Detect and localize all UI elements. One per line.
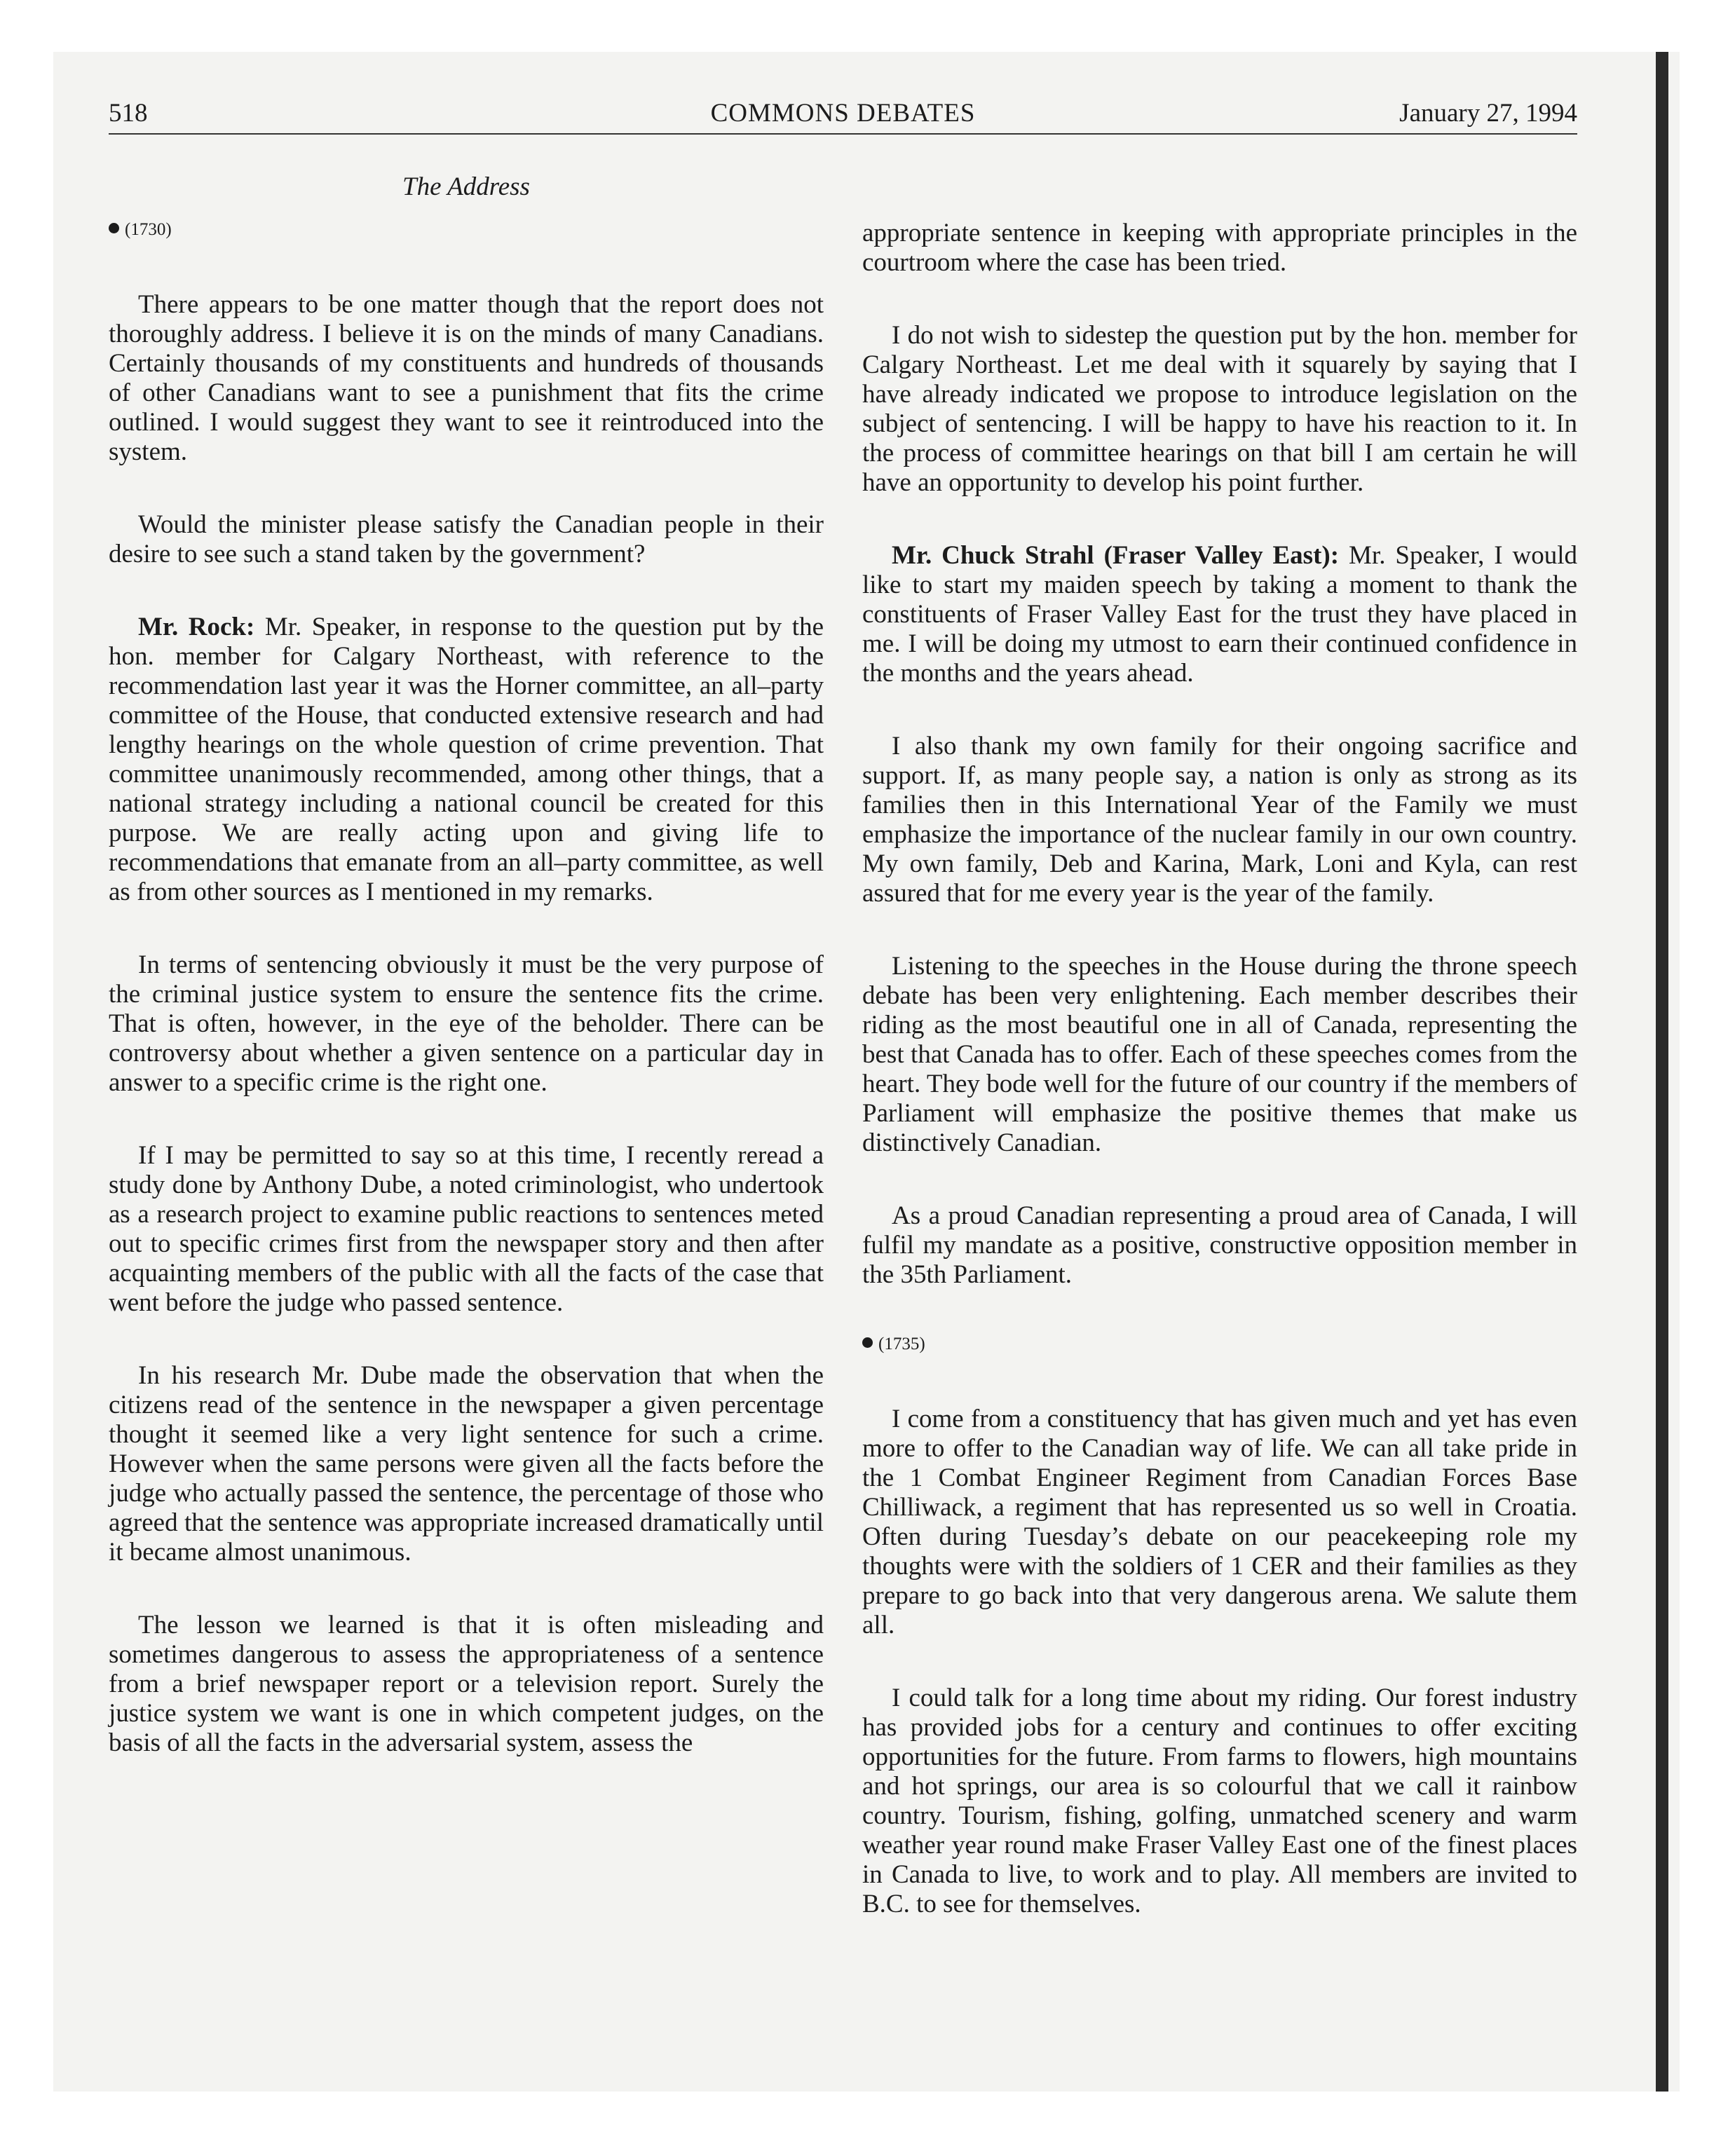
- right-column: [862, 219, 1577, 1963]
- timestamp-marker: [109, 219, 824, 241]
- paragraph: I also thank my own family for their ongoing sacrifice and support. If, as many people say, a nation is only as strong as its families then in this International Year of the Family we must emphasize the importance of the nuclear family in our own country. My own family, Deb and Karina, Mark, Loni and Kyla, can rest assured that for me every year is the year of the family.: [862, 732, 1577, 908]
- section-title: The Address: [402, 172, 530, 201]
- bullet-icon: [862, 1337, 873, 1348]
- paragraph: The lesson we learned is that it is often misleading and sometimes dangerous to assess the appropriateness of a sentence from a brief newspaper report or a television report. Surely the justice system we want is one in which competent judges, on the basis of all the facts in the adversarial system, assess the: [109, 1611, 824, 1757]
- paragraph: I come from a constituency that has given much and yet has even more to offer to the Canadian way of life. We can all take pride in the 1 Combat Engineer Regiment from Canadian Forces Base Chilliwack, a regiment that has represented us so well in Croatia. Often during Tuesday’s debate on our peacekeeping role my thoughts were with the soldiers of 1 CER and their families as they prepare to go back into that very dangerous arena. We salute them all.: [862, 1405, 1577, 1639]
- paragraph: In his research Mr. Dube made the observation that when the citizens read of the sentence in the newspaper a given percentage thought it seemed like a very light sentence for such a crime. However when the same persons were given all the facts before the judge who actually passed the sentence, the percentage of those who agreed that the sentence was appropriate increased dramatically until it became almost unanimous.: [109, 1361, 824, 1567]
- bullet-icon: [109, 223, 119, 233]
- left-column: [109, 219, 824, 1801]
- paragraph: As a proud Canadian representing a proud area of Canada, I will fulfil my mandate as a positive, constructive opposition member in the 35th Parliament.: [862, 1201, 1577, 1289]
- paragraph: [862, 541, 1577, 688]
- paragraph: There appears to be one matter though that the report does not thoroughly address. I believe it is on the minds of many Canadians. Certainly thousands of my constituents and hundreds of thousands of other Canadians want to see a punishment that fits the crime outlined. I would suggest they want to see it reintroduced into the system.: [109, 290, 824, 466]
- paragraph: Would the minister please satisfy the Canadian people in their desire to see such a stand taken by the government?: [109, 510, 824, 568]
- timestamp: (1735): [878, 1335, 925, 1353]
- page-number: 518: [109, 99, 148, 128]
- paragraph: If I may be permitted to say so at this time, I recently reread a study done by Anthony Dube, a noted criminologist, who undertook as a research project to examine public reactions to sentences meted out to specific crimes first from the newspaper story and then after acquainting members of the public with all the facts of the case that went before the judge who passed sentence.: [109, 1141, 824, 1317]
- paragraph: I could talk for a long time about my riding. Our forest industry has provided jobs for a century and continues to offer exciting opportunities for the future. From farms to flowers, high mountains and hot springs, our area is so colourful that we call it rainbow country. Tourism, fishing, golfing, unmatched scenery and warm weather year round make Fraser Valley East one of the finest places in Canada to live, to work and to play. All members are invited to B.C. to see for themselves.: [862, 1684, 1577, 1918]
- paragraph-text: Mr. Speaker, in response to the question put by the hon. member for Calgary Northeast, with reference to the recommendation last year it was the Horner committee, an all–party committee of the House, that conducted extensive research and had lengthy hearings on the whole question of crime prevention. That committee unanimously recommended, among other things, that a national strategy including a national council be created for this purpose. We are really acting upon and giving life to recommendations that emanate from an all–party committee, as well as from other sources as I mentioned in my remarks.: [109, 613, 824, 906]
- speaker-name: Mr. Rock:: [138, 613, 255, 641]
- timestamp: (1730): [125, 220, 172, 239]
- paragraph: Listening to the speeches in the House during the throne speech debate has been very enlightening. Each member describes their riding as the most beautiful one in all of Canada, representing the best that Canada has to offer. Each of these speeches comes from the heart. They bode well for the future of our country if the members of Parliament will emphasize the positive themes that make us distinctively Canadian.: [862, 952, 1577, 1157]
- scan-edge-bar: [1656, 52, 1668, 2092]
- paragraph: [109, 613, 824, 907]
- paragraph: appropriate sentence in keeping with appropriate principles in the courtroom where the case has been tried.: [862, 219, 1577, 277]
- publication-title: COMMONS DEBATES: [710, 99, 976, 128]
- header-date: January 27, 1994: [1399, 99, 1577, 128]
- timestamp-marker: [862, 1333, 1577, 1356]
- speaker-name: Mr. Chuck Strahl (Fraser Valley East):: [892, 541, 1340, 570]
- paragraph: I do not wish to sidestep the question put by the hon. member for Calgary Northeast. Let me deal with it squarely by saying that I have already indicated we propose to introduce legislation on the subject of sentencing. I will be happy to have his reaction to it. In the process of committee hearings on that bill I am certain he will have an opportunity to develop his point further.: [862, 321, 1577, 497]
- paragraph-text: Mr. Speaker, I would like to start my maiden speech by taking a moment to thank the constituents of Fraser Valley East for the trust they have placed in me. I will be doing my utmost to earn their continued confidence in the months and the years ahead.: [862, 541, 1578, 688]
- running-header: [109, 94, 1577, 135]
- paragraph: In terms of sentencing obviously it must be the very purpose of the criminal justice system to ensure the sentence fits the crime. That is often, however, in the eye of the beholder. There can be controversy about whether a given sentence on a particular day in answer to a specific crime is the right one.: [109, 950, 824, 1097]
